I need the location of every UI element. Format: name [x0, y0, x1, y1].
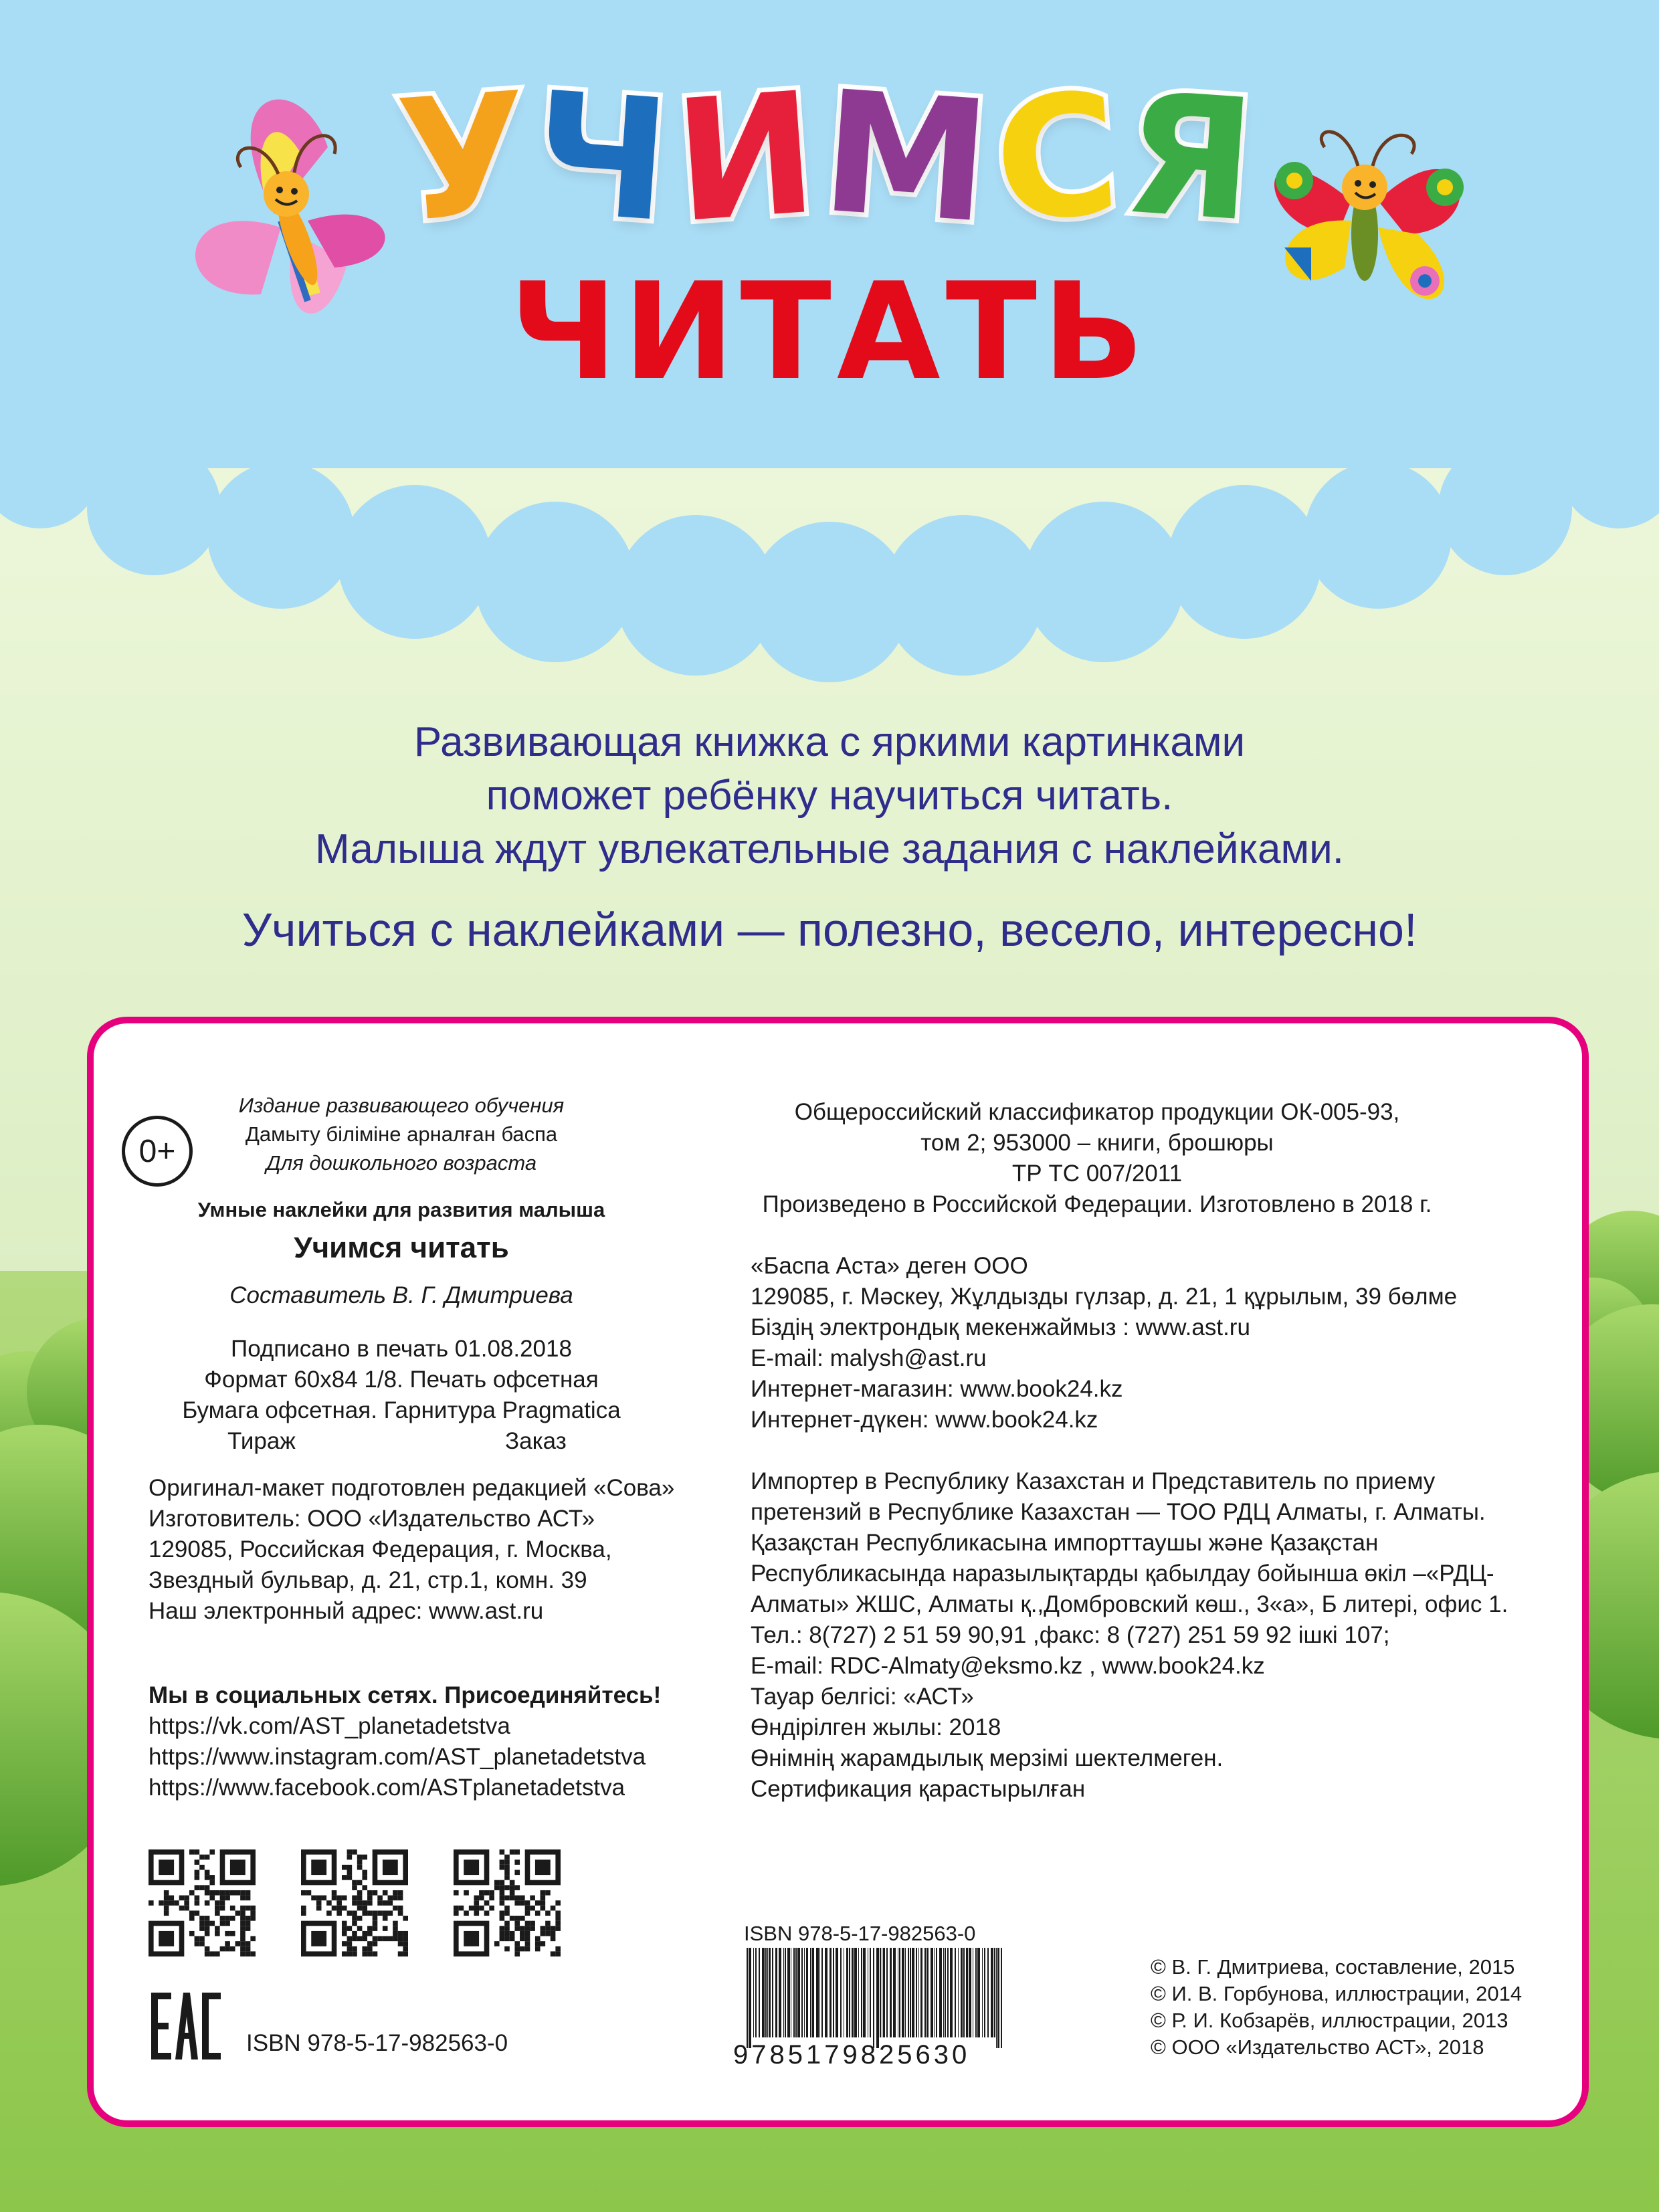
title-letter-3: И — [669, 55, 830, 260]
book-title: Учимся читать — [294, 1231, 509, 1264]
publisher-line-2: Изготовитель: ООО «Издательство АСТ» — [149, 1506, 595, 1532]
publisher-line-1: Оригинал-макет подготовлен редакцией «Сова» — [149, 1475, 675, 1501]
promo-block — [0, 716, 1659, 876]
classifier-line-1: Общероссийский классификатор продукции ОК-005-93, — [794, 1099, 1400, 1125]
promo-line-3: Малыша ждут увлекательные задания с наклейками. — [315, 826, 1344, 872]
barcode-isbn: ISBN 978-5-17-982563-0 — [744, 1922, 976, 1945]
copyright-line-2: © И. В. Горбунова, иллюстрации, 2014 — [1151, 1982, 1523, 2005]
classifier-line-4: Произведено в Российской Федерации. Изготовлено в 2018 г. — [762, 1191, 1432, 1217]
title-letter-5: С — [989, 56, 1132, 260]
classifier-line-3: ТР ТС 007/2011 — [1011, 1161, 1183, 1187]
qr-code-instagram[interactable] — [301, 1849, 408, 1956]
title-line-1 — [0, 54, 1659, 261]
barcode-digits: 9785179825630 — [733, 2040, 971, 2070]
kz-publisher-line-1: «Баспа Аста» деген ООО — [751, 1253, 1028, 1279]
copyright-line-1: © В. Г. Дмитриева, составление, 2015 — [1151, 1955, 1515, 1979]
age-rating-badge: 0+ — [122, 1116, 193, 1187]
edition-line-2: Дамыту біліміне арналған баспа — [245, 1122, 558, 1146]
importer-line-9: Өндірілген жылы: 2018 — [751, 1714, 1001, 1740]
qr-code-vk[interactable] — [149, 1849, 256, 1956]
title-letter-6: Я — [1118, 56, 1268, 260]
importer-line-1: Импортер в Республику Казахстан и Представитель по приему — [751, 1468, 1436, 1494]
order-label: Заказ — [505, 1428, 567, 1454]
publisher-line-4: Звездный бульвар, д. 21, стр.1, комн. 39 — [149, 1567, 587, 1593]
print-run-label: Тираж — [227, 1428, 296, 1454]
barcode-graphic — [744, 1948, 1005, 2048]
title-letter-2: Ч — [527, 55, 683, 260]
title-line-2: ЧИТАТЬ — [509, 254, 1150, 410]
importer-line-3: Қазақстан Республикасына импорттаушы және Қазақстан — [751, 1530, 1379, 1556]
copyright-line-4: © ООО «Издательство АСТ», 2018 — [1151, 2035, 1484, 2059]
importer-line-11: Сертификация қарастырылған — [751, 1776, 1086, 1802]
eac-mark-icon — [149, 1990, 223, 2062]
social-link-instagram[interactable]: https://www.instagram.com/AST_planetadetstva — [149, 1744, 646, 1770]
print-line-2: Формат 60х84 1/8. Печать офсетная — [204, 1367, 599, 1393]
importer-line-6: Тел.: 8(727) 2 51 59 90,91 ,факс: 8 (727) 251 59 92 ішкі 107; — [751, 1622, 1390, 1648]
importer-line-8: Тауар белгісі: «АСТ» — [751, 1684, 974, 1710]
kz-publisher-line-5: Интернет-магазин: www.book24.kz — [751, 1376, 1123, 1402]
print-line-1: Подписано в печать 01.08.2018 — [231, 1336, 572, 1362]
isbn-left: ISBN 978-5-17-982563-0 — [246, 2030, 508, 2056]
series-name: Умные наклейки для развития малыша — [197, 1198, 605, 1221]
compiler: Составитель В. Г. Дмитриева — [229, 1282, 573, 1308]
publisher-line-5: Наш электронный адрес: www.ast.ru — [149, 1598, 544, 1624]
kz-publisher-line-3: Біздің электрондық мекенжаймыз : www.ast.ru — [751, 1314, 1250, 1340]
importer-line-2: претензий в Республике Казахстан — ТОО РДЦ Алматы, г. Алматы. — [751, 1499, 1486, 1525]
promo-line-2: поможет ребёнку научиться читать. — [486, 773, 1173, 819]
promo-line-1: Развивающая книжка с яркими картинками — [413, 719, 1246, 765]
importer-line-10: Өнімнің жарамдылық мерзімі шектелмеген. — [751, 1745, 1224, 1771]
slogan: Учиться с наклейками — полезно, весело, интересно! — [241, 904, 1418, 956]
social-heading: Мы в социальных сетях. Присоединяйтесь! — [149, 1682, 662, 1708]
kz-publisher-line-4: E-mail: malysh@ast.ru — [751, 1345, 987, 1371]
kz-publisher-line-2: 129085, г. Мәскеу, Жұлдызды гүлзар, д. 21, 1 құрылым, 39 бөлме — [751, 1284, 1458, 1310]
publisher-line-3: 129085, Российская Федерация, г. Москва, — [149, 1536, 612, 1563]
edition-line-1: Издание развивающего обучения — [238, 1094, 565, 1117]
edition-line-3: Для дошкольного возраста — [266, 1151, 537, 1175]
importer-line-4: Республикасында наразылықтарды қабылдау бойынша өкіл –«РДЦ- — [751, 1561, 1494, 1587]
classifier-line-2: том 2; 953000 – книги, брошюры — [920, 1130, 1274, 1156]
social-link-vk[interactable]: https://vk.com/AST_planetadetstva — [149, 1713, 510, 1739]
title-letter-1: У — [391, 56, 541, 260]
social-link-facebook[interactable]: https://www.facebook.com/ASTplanetadetstva — [149, 1775, 625, 1801]
title-letter-4: М — [815, 54, 1003, 261]
qr-code-facebook[interactable] — [454, 1849, 561, 1956]
importer-line-5: Алматы» ЖШС, Алматы қ.,Домбровский көш., 3«а», Б литері, офис 1. — [751, 1591, 1508, 1617]
copyright-line-3: © Р. И. Кобзарёв, иллюстрации, 2013 — [1151, 2009, 1508, 2032]
importer-line-7: E-mail: RDC-Almaty@eksmo.kz , www.book24.kz — [751, 1653, 1265, 1679]
print-line-3: Бумага офсетная. Гарнитура Pragmatica — [182, 1397, 621, 1423]
kz-publisher-line-6: Интернет-дүкен: www.book24.kz — [751, 1407, 1098, 1433]
